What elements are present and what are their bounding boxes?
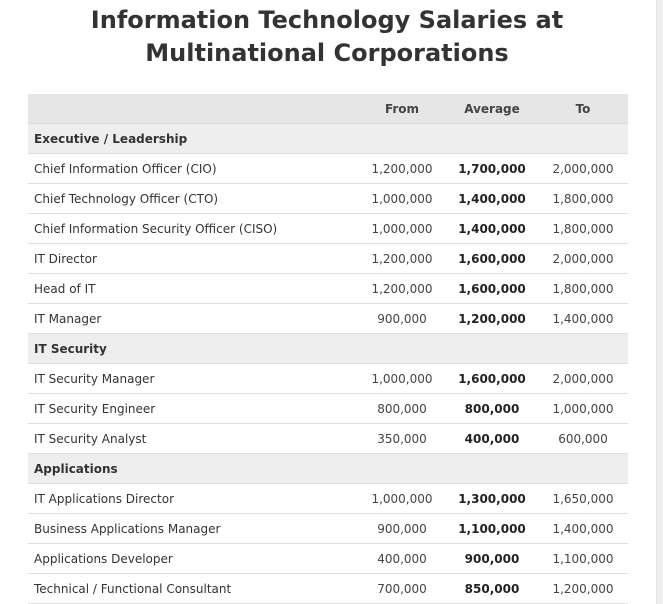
salary-from: 400,000	[358, 544, 446, 574]
salary-average: 400,000	[446, 424, 538, 454]
job-title: Business Applications Manager	[28, 514, 358, 544]
table-row	[28, 154, 628, 184]
page-edge	[656, 0, 663, 604]
salary-average: 1,100,000	[446, 514, 538, 544]
header-average: Average	[446, 94, 538, 124]
table-row	[28, 394, 628, 424]
salary-from: 900,000	[358, 304, 446, 334]
job-title: Head of IT	[28, 274, 358, 304]
salary-from: 1,000,000	[358, 484, 446, 514]
table-row	[28, 424, 628, 454]
salary-average: 850,000	[446, 574, 538, 604]
table-row	[28, 364, 628, 394]
section-row	[28, 124, 628, 154]
table-row	[28, 514, 628, 544]
salary-to: 600,000	[538, 424, 628, 454]
job-title: Applications Developer	[28, 544, 358, 574]
table-row	[28, 184, 628, 214]
table-row	[28, 274, 628, 304]
salary-to: 2,000,000	[538, 244, 628, 274]
header-blank	[28, 94, 358, 124]
job-title: IT Security Analyst	[28, 424, 358, 454]
salary-average: 1,600,000	[446, 244, 538, 274]
job-title: IT Director	[28, 244, 358, 274]
table-header-row	[28, 94, 628, 124]
salary-from: 800,000	[358, 394, 446, 424]
section-title: Executive / Leadership	[28, 124, 628, 154]
job-title: IT Manager	[28, 304, 358, 334]
salary-from: 1,000,000	[358, 184, 446, 214]
salary-to: 2,000,000	[538, 154, 628, 184]
job-title: Chief Information Security Officer (CISO)	[28, 214, 358, 244]
job-title: IT Security Engineer	[28, 394, 358, 424]
salary-to: 2,000,000	[538, 364, 628, 394]
table-row	[28, 574, 628, 604]
table-row	[28, 214, 628, 244]
salary-average: 1,400,000	[446, 214, 538, 244]
salary-to: 1,400,000	[538, 514, 628, 544]
section-title: IT Security	[28, 334, 628, 364]
salary-to: 1,400,000	[538, 304, 628, 334]
table-row	[28, 484, 628, 514]
job-title: Technical / Functional Consultant	[28, 574, 358, 604]
salary-to: 1,650,000	[538, 484, 628, 514]
salary-average: 1,400,000	[446, 184, 538, 214]
job-title: Chief Information Officer (CIO)	[28, 154, 358, 184]
salary-to: 1,800,000	[538, 184, 628, 214]
table-row	[28, 304, 628, 334]
job-title: Chief Technology Officer (CTO)	[28, 184, 358, 214]
salary-average: 800,000	[446, 394, 538, 424]
job-title: IT Applications Director	[28, 484, 358, 514]
salary-average: 1,300,000	[446, 484, 538, 514]
salary-from: 1,000,000	[358, 214, 446, 244]
salary-to: 1,000,000	[538, 394, 628, 424]
salary-from: 900,000	[358, 514, 446, 544]
salary-to: 1,800,000	[538, 214, 628, 244]
salary-table	[28, 94, 628, 604]
salary-to: 1,200,000	[538, 574, 628, 604]
salary-from: 700,000	[358, 574, 446, 604]
salary-average: 1,700,000	[446, 154, 538, 184]
salary-average: 1,600,000	[446, 274, 538, 304]
section-title: Applications	[28, 454, 628, 484]
page-title: Information Technology Salaries at Multinational Corporations	[90, 6, 564, 67]
header-from: From	[358, 94, 446, 124]
salary-from: 1,200,000	[358, 274, 446, 304]
salary-from: 1,200,000	[358, 244, 446, 274]
section-row	[28, 454, 628, 484]
salary-from: 350,000	[358, 424, 446, 454]
salary-to: 1,100,000	[538, 544, 628, 574]
salary-average: 1,200,000	[446, 304, 538, 334]
section-row	[28, 334, 628, 364]
salary-from: 1,000,000	[358, 364, 446, 394]
salary-average: 900,000	[446, 544, 538, 574]
salary-average: 1,600,000	[446, 364, 538, 394]
salary-from: 1,200,000	[358, 154, 446, 184]
salary-to: 1,800,000	[538, 274, 628, 304]
table-row	[28, 544, 628, 574]
job-title: IT Security Manager	[28, 364, 358, 394]
header-to: To	[538, 94, 628, 124]
table-row	[28, 244, 628, 274]
